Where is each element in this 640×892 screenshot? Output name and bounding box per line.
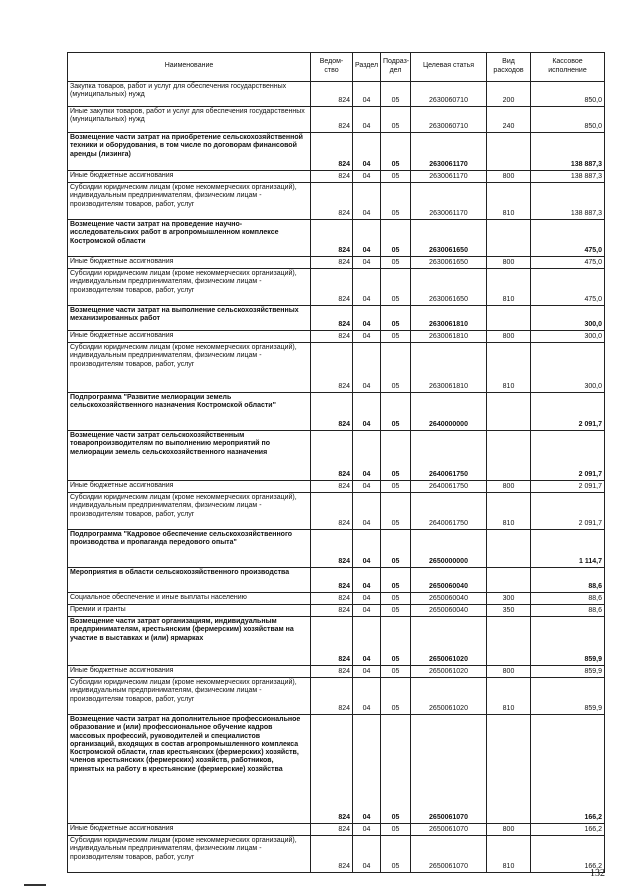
table-header — [68, 53, 605, 82]
table-cell-cash-execution: 2 091,7 — [531, 431, 605, 481]
table-cell-subsection: 05 — [381, 269, 411, 306]
table-cell-subsection: 05 — [381, 605, 411, 617]
table-cell-section: 04 — [353, 306, 381, 331]
table-cell-department: 824 — [311, 715, 353, 824]
table-cell-expense-type — [487, 715, 531, 824]
table-cell-section: 04 — [353, 431, 381, 481]
table-cell-subsection: 05 — [381, 493, 411, 530]
table-cell-target-article: 2640000000 — [411, 393, 487, 431]
table-cell-department: 824 — [311, 530, 353, 568]
table-cell-department: 824 — [311, 593, 353, 605]
table-cell-subsection: 05 — [381, 82, 411, 107]
table-cell-department: 824 — [311, 393, 353, 431]
table-cell-expense-type — [487, 568, 531, 593]
table-body — [68, 82, 605, 873]
table-cell-section: 04 — [353, 82, 381, 107]
table-cell-expense-type — [487, 530, 531, 568]
table-cell-cash-execution: 2 091,7 — [531, 493, 605, 530]
table-cell-expense-type: 300 — [487, 593, 531, 605]
table-cell-subsection: 05 — [381, 107, 411, 133]
table-row — [68, 593, 605, 605]
table-cell-subsection: 05 — [381, 617, 411, 666]
header-department: Ведом-ство — [311, 53, 353, 82]
header-section: Раздел — [353, 53, 381, 82]
table-cell-department: 824 — [311, 171, 353, 183]
table-cell-target-article: 2630061170 — [411, 183, 487, 220]
budget-sheet — [67, 52, 605, 873]
table-cell-department: 824 — [311, 431, 353, 481]
table-cell-expense-type: 800 — [487, 257, 531, 269]
table-cell-section: 04 — [353, 617, 381, 666]
table-cell-expense-type: 810 — [487, 493, 531, 530]
table-cell-section: 04 — [353, 107, 381, 133]
table-cell-name: Субсидии юридическим лицам (кроме некоммерческих организаций), индивидуальным предпринимателям, физическим лицам - производителям товаров, работ, услуг — [68, 836, 311, 873]
table-cell-name: Возмещение части затрат на дополнительное профессиональное образование и (или) профессиональное обучение кадров массовых профессий, руководителей и специалистов организаций, входящих в состав агропромышленного комплекса Костромской области, глав крестьянских (фермерских) хозяйств, членов крестьянских (фермерских) хозяйств, работников, принятых на работу в крестьянские (фермерские) хозяйства — [68, 715, 311, 824]
table-cell-expense-type — [487, 220, 531, 257]
table-cell-target-article: 2640061750 — [411, 431, 487, 481]
table-row — [68, 431, 605, 481]
table-cell-expense-type: 810 — [487, 678, 531, 715]
table-cell-section: 04 — [353, 824, 381, 836]
table-cell-expense-type: 800 — [487, 331, 531, 343]
table-cell-expense-type: 200 — [487, 82, 531, 107]
table-cell-name: Мероприятия в области сельскохозяйственного производства — [68, 568, 311, 593]
table-cell-cash-execution: 859,9 — [531, 678, 605, 715]
table-cell-section: 04 — [353, 133, 381, 171]
header-subsection: Подраз-дел — [381, 53, 411, 82]
table-row — [68, 605, 605, 617]
table-cell-section: 04 — [353, 220, 381, 257]
table-cell-name: Субсидии юридическим лицам (кроме некоммерческих организаций), индивидуальным предпринимателям, физическим лицам - производителям товаров, работ, услуг — [68, 343, 311, 393]
table-row — [68, 481, 605, 493]
table-cell-cash-execution: 300,0 — [531, 343, 605, 393]
table-row — [68, 343, 605, 393]
table-cell-name: Подпрограмма "Кадровое обеспечение сельскохозяйственного производства и пропаганда передового опыта" — [68, 530, 311, 568]
table-cell-section: 04 — [353, 678, 381, 715]
table-cell-expense-type: 810 — [487, 836, 531, 873]
table-cell-target-article: 2630061810 — [411, 306, 487, 331]
table-cell-target-article: 2630061650 — [411, 220, 487, 257]
table-cell-expense-type: 240 — [487, 107, 531, 133]
table-cell-expense-type: 800 — [487, 481, 531, 493]
table-cell-expense-type — [487, 393, 531, 431]
table-cell-target-article: 2650061020 — [411, 678, 487, 715]
table-cell-section: 04 — [353, 568, 381, 593]
table-cell-expense-type: 350 — [487, 605, 531, 617]
table-cell-name: Премии и гранты — [68, 605, 311, 617]
table-row — [68, 171, 605, 183]
table-cell-department: 824 — [311, 133, 353, 171]
table-cell-cash-execution: 475,0 — [531, 220, 605, 257]
table-cell-name: Иные бюджетные ассигнования — [68, 481, 311, 493]
table-cell-name: Иные бюджетные ассигнования — [68, 331, 311, 343]
table-row — [68, 617, 605, 666]
table-cell-cash-execution: 859,9 — [531, 617, 605, 666]
table-cell-department: 824 — [311, 269, 353, 306]
table-cell-expense-type: 800 — [487, 171, 531, 183]
table-row — [68, 715, 605, 824]
table-cell-section: 04 — [353, 593, 381, 605]
budget-table — [67, 52, 605, 873]
table-cell-expense-type: 810 — [487, 183, 531, 220]
table-row — [68, 666, 605, 678]
table-cell-name: Закупка товаров, работ и услуг для обеспечения государственных (муниципальных) нужд — [68, 82, 311, 107]
table-cell-cash-execution: 859,9 — [531, 666, 605, 678]
table-cell-target-article: 2640061750 — [411, 493, 487, 530]
table-cell-subsection: 05 — [381, 183, 411, 220]
table-cell-target-article: 2650061020 — [411, 617, 487, 666]
table-cell-name: Возмещение части затрат на приобретение сельскохозяйственной техники и оборудования, в том числе по договорам финансовой аренды (лизинга) — [68, 133, 311, 171]
table-cell-cash-execution: 138 887,3 — [531, 171, 605, 183]
table-cell-section: 04 — [353, 171, 381, 183]
table-cell-department: 824 — [311, 824, 353, 836]
table-cell-subsection: 05 — [381, 824, 411, 836]
table-cell-subsection: 05 — [381, 220, 411, 257]
table-row — [68, 220, 605, 257]
table-cell-target-article: 2630061650 — [411, 257, 487, 269]
table-row — [68, 568, 605, 593]
table-cell-target-article: 2650060040 — [411, 568, 487, 593]
table-cell-target-article: 2650061070 — [411, 715, 487, 824]
scan-mark — [24, 884, 46, 886]
table-cell-department: 824 — [311, 183, 353, 220]
table-cell-cash-execution: 138 887,3 — [531, 183, 605, 220]
table-cell-target-article: 2650060040 — [411, 605, 487, 617]
table-cell-department: 824 — [311, 481, 353, 493]
table-row — [68, 82, 605, 107]
table-row — [68, 183, 605, 220]
table-cell-name: Возмещение части затрат сельскохозяйственным товаропроизводителям по выполнению мероприятий по мелиорации земель сельскохозяйственного назначения — [68, 431, 311, 481]
table-cell-name: Иные бюджетные ассигнования — [68, 666, 311, 678]
table-row — [68, 824, 605, 836]
table-cell-target-article: 2630061170 — [411, 133, 487, 171]
table-cell-section: 04 — [353, 183, 381, 220]
table-cell-department: 824 — [311, 343, 353, 393]
table-cell-cash-execution: 300,0 — [531, 331, 605, 343]
table-cell-expense-type — [487, 617, 531, 666]
table-cell-section: 04 — [353, 331, 381, 343]
table-cell-subsection: 05 — [381, 306, 411, 331]
table-cell-cash-execution: 850,0 — [531, 107, 605, 133]
header-row — [68, 53, 605, 82]
table-cell-section: 04 — [353, 666, 381, 678]
table-cell-subsection: 05 — [381, 171, 411, 183]
table-cell-cash-execution: 166,2 — [531, 836, 605, 873]
header-name: Наименование — [68, 53, 311, 82]
header-target-article: Целевая статья — [411, 53, 487, 82]
table-row — [68, 269, 605, 306]
table-cell-department: 824 — [311, 493, 353, 530]
table-cell-department: 824 — [311, 836, 353, 873]
table-cell-expense-type: 810 — [487, 343, 531, 393]
table-cell-cash-execution: 850,0 — [531, 82, 605, 107]
table-row — [68, 257, 605, 269]
table-cell-name: Социальное обеспечение и иные выплаты населению — [68, 593, 311, 605]
table-cell-name: Субсидии юридическим лицам (кроме некоммерческих организаций), индивидуальным предпринимателям, физическим лицам - производителям товаров, работ, услуг — [68, 493, 311, 530]
table-cell-name: Субсидии юридическим лицам (кроме некоммерческих организаций), индивидуальным предпринимателям, физическим лицам - производителям товаров, работ, услуг — [68, 269, 311, 306]
table-cell-name: Возмещение части затрат на выполнение сельскохозяйственных механизированных работ — [68, 306, 311, 331]
table-cell-subsection: 05 — [381, 568, 411, 593]
table-cell-name: Субсидии юридическим лицам (кроме некоммерческих организаций), индивидуальным предпринимателям, физическим лицам - производителям товаров, работ, услуг — [68, 183, 311, 220]
table-cell-cash-execution: 88,6 — [531, 593, 605, 605]
table-cell-target-article: 2630060710 — [411, 82, 487, 107]
table-cell-cash-execution: 475,0 — [531, 257, 605, 269]
table-cell-target-article: 2640061750 — [411, 481, 487, 493]
table-cell-cash-execution: 300,0 — [531, 306, 605, 331]
table-cell-target-article: 2630060710 — [411, 107, 487, 133]
table-cell-expense-type — [487, 133, 531, 171]
table-cell-expense-type: 800 — [487, 824, 531, 836]
table-cell-section: 04 — [353, 343, 381, 393]
table-cell-section: 04 — [353, 530, 381, 568]
table-cell-department: 824 — [311, 82, 353, 107]
table-cell-department: 824 — [311, 666, 353, 678]
table-cell-department: 824 — [311, 617, 353, 666]
table-cell-target-article: 2630061170 — [411, 171, 487, 183]
table-cell-cash-execution: 475,0 — [531, 269, 605, 306]
table-cell-expense-type: 810 — [487, 269, 531, 306]
table-cell-target-article: 2650000000 — [411, 530, 487, 568]
table-cell-name: Субсидии юридическим лицам (кроме некоммерческих организаций), индивидуальным предпринимателям, физическим лицам - производителям товаров, работ, услуг — [68, 678, 311, 715]
table-cell-section: 04 — [353, 493, 381, 530]
table-cell-subsection: 05 — [381, 331, 411, 343]
table-cell-name: Иные бюджетные ассигнования — [68, 257, 311, 269]
table-cell-target-article: 2630061810 — [411, 343, 487, 393]
table-cell-cash-execution: 88,6 — [531, 605, 605, 617]
table-cell-subsection: 05 — [381, 133, 411, 171]
table-cell-cash-execution: 138 887,3 — [531, 133, 605, 171]
table-row — [68, 530, 605, 568]
table-cell-section: 04 — [353, 257, 381, 269]
table-cell-subsection: 05 — [381, 530, 411, 568]
table-row — [68, 678, 605, 715]
table-cell-subsection: 05 — [381, 393, 411, 431]
table-cell-cash-execution: 2 091,7 — [531, 481, 605, 493]
table-cell-department: 824 — [311, 605, 353, 617]
table-cell-expense-type: 800 — [487, 666, 531, 678]
table-row — [68, 107, 605, 133]
table-cell-department: 824 — [311, 220, 353, 257]
table-row — [68, 133, 605, 171]
table-cell-name: Возмещение части затрат организациям, индивидуальным предпринимателям, крестьянским (фермерским) хозяйствам на участие в выставках и (или) ярмарках — [68, 617, 311, 666]
table-cell-target-article: 2650061070 — [411, 824, 487, 836]
table-cell-name: Подпрограмма "Развитие мелиорации земель сельскохозяйственного назначения Костромской области" — [68, 393, 311, 431]
table-row — [68, 836, 605, 873]
table-cell-cash-execution: 2 091,7 — [531, 393, 605, 431]
table-cell-expense-type — [487, 431, 531, 481]
table-cell-expense-type — [487, 306, 531, 331]
table-cell-subsection: 05 — [381, 715, 411, 824]
table-cell-target-article: 2630061810 — [411, 331, 487, 343]
table-cell-name: Иные бюджетные ассигнования — [68, 171, 311, 183]
table-cell-section: 04 — [353, 836, 381, 873]
table-cell-department: 824 — [311, 257, 353, 269]
table-cell-name: Иные бюджетные ассигнования — [68, 824, 311, 836]
table-cell-target-article: 2650060040 — [411, 593, 487, 605]
table-cell-department: 824 — [311, 678, 353, 715]
table-cell-section: 04 — [353, 605, 381, 617]
table-cell-subsection: 05 — [381, 593, 411, 605]
table-cell-name: Иные закупки товаров, работ и услуг для обеспечения государственных (муниципальных) нужд — [68, 107, 311, 133]
table-row — [68, 493, 605, 530]
table-row — [68, 331, 605, 343]
table-cell-department: 824 — [311, 306, 353, 331]
table-cell-subsection: 05 — [381, 343, 411, 393]
table-cell-section: 04 — [353, 269, 381, 306]
table-cell-subsection: 05 — [381, 481, 411, 493]
table-cell-department: 824 — [311, 568, 353, 593]
table-cell-subsection: 05 — [381, 666, 411, 678]
table-cell-subsection: 05 — [381, 678, 411, 715]
table-cell-section: 04 — [353, 481, 381, 493]
table-cell-cash-execution: 166,2 — [531, 715, 605, 824]
table-cell-department: 824 — [311, 331, 353, 343]
table-cell-cash-execution: 1 114,7 — [531, 530, 605, 568]
table-row — [68, 393, 605, 431]
table-cell-target-article: 2650061070 — [411, 836, 487, 873]
table-cell-cash-execution: 88,6 — [531, 568, 605, 593]
table-cell-subsection: 05 — [381, 257, 411, 269]
page-number: 132 — [590, 868, 605, 879]
table-cell-cash-execution: 166,2 — [531, 824, 605, 836]
table-cell-subsection: 05 — [381, 431, 411, 481]
table-row — [68, 306, 605, 331]
table-cell-subsection: 05 — [381, 836, 411, 873]
header-cash-execution: Кассовое исполнение — [531, 53, 605, 82]
table-cell-name: Возмещение части затрат на проведение научно-исследовательских работ в агропромышленном комплексе Костромской области — [68, 220, 311, 257]
table-cell-department: 824 — [311, 107, 353, 133]
header-expense-type: Вид расходов — [487, 53, 531, 82]
table-cell-section: 04 — [353, 393, 381, 431]
table-cell-target-article: 2650061020 — [411, 666, 487, 678]
table-cell-target-article: 2630061650 — [411, 269, 487, 306]
table-cell-section: 04 — [353, 715, 381, 824]
